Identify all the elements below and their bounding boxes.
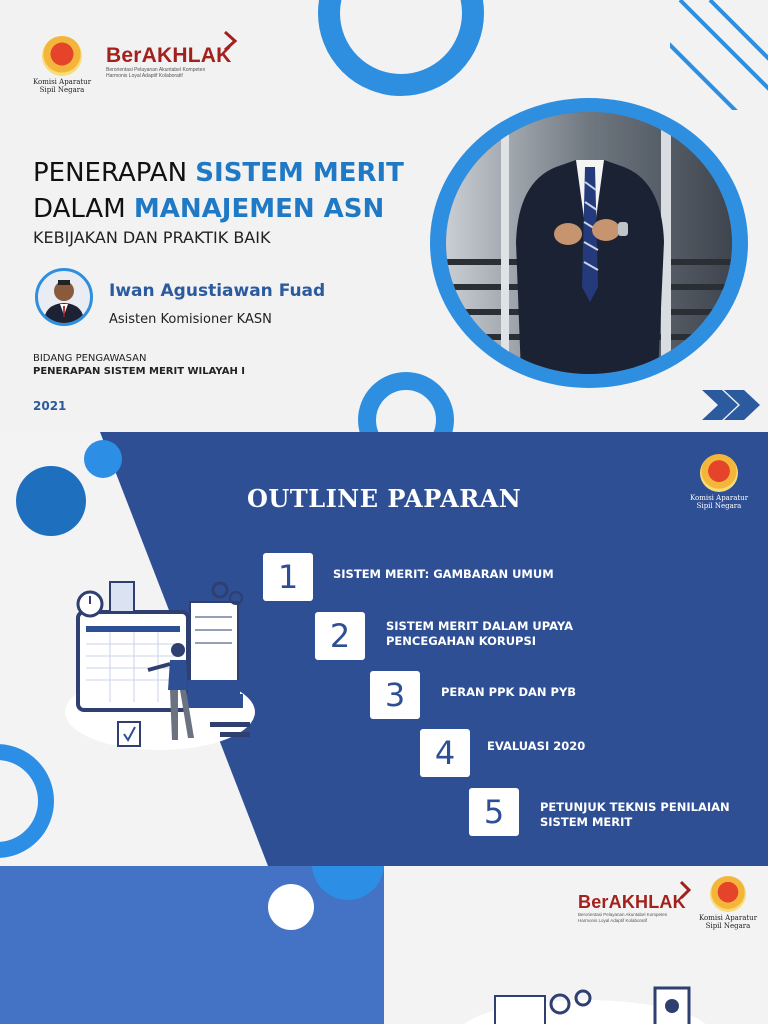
businessman-photo	[446, 112, 732, 374]
outline-number-2: 2	[315, 612, 365, 660]
berakhlak-tagline-line2: Harmonis Loyal Adaptif Kolaboratif	[106, 73, 183, 79]
title-line2-plain: DALAM	[33, 194, 134, 224]
speaker-avatar	[35, 268, 93, 326]
speaker-role: Asisten Komisioner KASN	[109, 312, 272, 327]
slide-three-partial	[0, 866, 768, 1024]
outline-item-5-line1: PETUNJUK TEKNIS PENILAIAN	[540, 800, 730, 814]
kasn-logo-icon	[710, 876, 746, 912]
outline-item-5-line2: SISTEM MERIT	[540, 815, 633, 829]
outline-item-2	[386, 619, 573, 649]
bottom-ring-decoration	[358, 372, 454, 432]
kasn-logo-caption	[688, 914, 768, 930]
kasn-caption-line2: Sipil Negara	[39, 86, 85, 94]
outline-item-1-line1: SISTEM MERIT: GAMBARAN UMUM	[333, 567, 554, 581]
medium-circle-decoration	[16, 466, 86, 536]
kasn-caption-line1: Komisi Aparatur	[689, 494, 749, 502]
berakhlak-tagline	[106, 67, 236, 79]
double-chevron-icon	[700, 388, 764, 422]
speaker-name: Iwan Agustiawan Fuad	[109, 281, 326, 301]
top-ring-decoration	[318, 0, 484, 96]
page-title-line2	[33, 194, 384, 224]
kasn-logo-icon	[700, 454, 738, 492]
division-name: PENERAPAN SISTEM MERIT WILAYAH I	[33, 366, 246, 377]
berakhlak-logo: BerAKHLAK	[106, 44, 232, 67]
outline-item-2-line1: SISTEM MERIT DALAM UPAYA	[386, 619, 574, 633]
outline-number-1: 1	[263, 553, 313, 601]
person-icon	[38, 271, 90, 323]
berakhlak-chevron-icon	[678, 880, 692, 900]
small-circle-decoration	[84, 440, 122, 478]
title-line1-plain: PENERAPAN	[33, 158, 196, 188]
outline-item-4	[487, 739, 585, 754]
slide-outline	[0, 432, 768, 866]
outline-item-3	[441, 685, 576, 700]
kasn-caption-line2: Sipil Negara	[696, 502, 742, 510]
berakhlak-chevron-icon	[222, 30, 238, 52]
title-line2-accent: MANAJEMEN ASN	[133, 194, 385, 224]
outline-item-3-line1: PERAN PPK DAN PYB	[441, 685, 577, 699]
kasn-logo-caption	[22, 78, 102, 94]
division-label: BIDANG PENGAWASAN	[33, 353, 147, 364]
berakhlak-tagline-line1: Berorientasi Pelayanan Akuntabel Kompeten	[106, 67, 206, 73]
diagonal-stripes-decoration	[670, 0, 768, 110]
page-subtitle: KEBIJAKAN DAN PRAKTIK BAIK	[33, 228, 271, 247]
businessman-image	[446, 112, 732, 374]
kasn-logo-caption	[676, 494, 762, 510]
office-worker-illustration	[60, 572, 275, 757]
office-illustration-partial	[455, 976, 715, 1024]
berakhlak-logo: BerAKHLAK	[578, 892, 686, 912]
outline-title: OUTLINE PAPARAN	[247, 484, 522, 513]
white-circle-decoration	[268, 884, 314, 930]
outline-number-4: 4	[420, 729, 470, 777]
outline-item-2-line2: PENCEGAHAN KORUPSI	[386, 634, 537, 648]
kasn-logo-icon	[42, 36, 82, 76]
title-line1-accent: SISTEM MERIT	[195, 158, 404, 188]
year-label: 2021	[33, 399, 67, 413]
outline-number-5: 5	[469, 788, 519, 836]
outline-item-5	[540, 800, 730, 830]
page-title-line1	[33, 158, 404, 188]
outline-item-1	[333, 567, 554, 582]
outline-number-3: 3	[370, 671, 420, 719]
berakhlak-tagline-line1: Berorientasi Pelayanan Akuntabel Kompeten	[578, 912, 668, 917]
kasn-caption-line2: Sipil Negara	[705, 922, 751, 930]
outline-item-4-line1: EVALUASI 2020	[487, 739, 586, 753]
kasn-caption-line1: Komisi Aparatur	[698, 914, 758, 922]
kasn-caption-line1: Komisi Aparatur	[32, 78, 92, 86]
slide-cover	[0, 0, 768, 432]
berakhlak-tagline	[578, 912, 693, 924]
berakhlak-tagline-line2: Harmonis Loyal Adaptif Kolaboratif	[578, 918, 648, 923]
